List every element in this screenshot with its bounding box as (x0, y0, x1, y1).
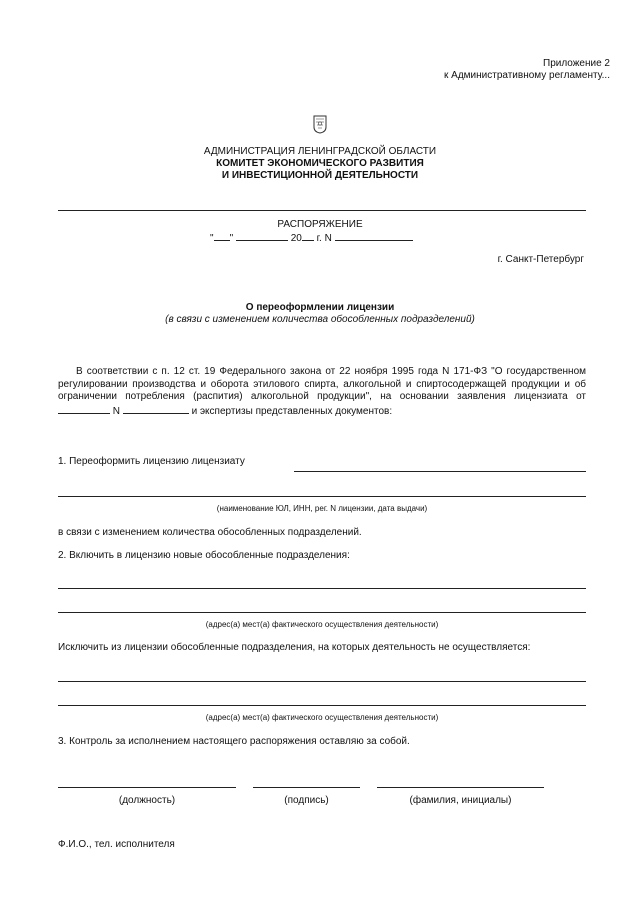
appendix-number: Приложение 2 (543, 58, 610, 69)
position-field[interactable] (58, 787, 236, 788)
name-caption: (фамилия, инициалы) (409, 795, 512, 806)
month-field[interactable] (236, 231, 288, 241)
application-number-field[interactable] (123, 404, 189, 414)
org-name-line1: АДМИНИСТРАЦИЯ ЛЕНИНГРАДСКОЙ ОБЛАСТИ (203, 146, 437, 157)
year-prefix: 20 (290, 233, 302, 244)
date-open-quote: " (210, 233, 214, 244)
application-date-field[interactable] (58, 404, 110, 414)
licensee-name-field[interactable] (294, 471, 586, 472)
executor-contact: Ф.И.О., тел. исполнителя (58, 839, 175, 850)
date-close-quote: " (229, 233, 234, 244)
appendix-reference: к Административному регламенту... (444, 70, 610, 81)
order-date-line (210, 231, 413, 245)
excluded-address-caption: (адрес(а) мест(а) фактического осуществления деятельности) (205, 713, 439, 722)
excluded-address-field-2[interactable] (58, 705, 586, 706)
year-field[interactable] (302, 231, 314, 241)
preamble-paragraph (58, 366, 586, 418)
preamble-text-b: и экспертизы представленных документов: (191, 405, 393, 417)
exclude-label: Исключить из лицензии обособленные подразделения, на которых деятельность не осуществляется: (58, 642, 531, 653)
new-address-field-2[interactable] (58, 612, 586, 613)
subject-subtitle: (в связи с изменением количества обособленных подразделений) (165, 314, 475, 325)
preamble-number-label: N (112, 405, 121, 417)
excluded-address-field-1[interactable] (58, 681, 586, 682)
name-field[interactable] (377, 787, 544, 788)
item3-label: 3. Контроль за исполнением настоящего распоряжения оставляю за собой. (58, 736, 410, 747)
signature-caption: (подпись) (284, 795, 329, 806)
item2-label: 2. Включить в лицензию новые обособленные подразделения: (58, 550, 350, 561)
header-divider (58, 210, 586, 211)
item1-label: 1. Переоформить лицензию лицензиату (58, 456, 245, 467)
order-number-field[interactable] (335, 231, 413, 241)
signature-field[interactable] (253, 787, 360, 788)
preamble-text-a: В соответствии с п. 12 ст. 19 Федерального закона от 22 ноября 1995 года N 171-ФЗ "О государственном регулировании производства и оборота этилового спирта, алкогольной и спиртосодержащей продукции и об ограничении потребления (распития) алкогольной продукции", на основании заявления лицензиата от (58, 366, 586, 403)
day-field[interactable] (214, 231, 230, 241)
new-address-caption: (адрес(а) мест(а) фактического осуществления деятельности) (205, 620, 439, 629)
licensee-details-field[interactable] (58, 496, 586, 497)
licensee-caption: (наименование ЮЛ, ИНН, рег. N лицензии, дата выдачи) (216, 504, 428, 513)
city-name: г. Санкт-Петербург (497, 254, 584, 265)
item1-reason: в связи с изменением количества обособленных подразделений. (58, 527, 362, 538)
subject-title: О переоформлении лицензии (245, 302, 395, 313)
order-number-label: г. N (316, 233, 332, 244)
org-name-line2: КОМИТЕТ ЭКОНОМИЧЕСКОГО РАЗВИТИЯ (216, 158, 424, 169)
new-address-field-1[interactable] (58, 588, 586, 589)
position-caption: (должность) (118, 795, 176, 806)
coat-of-arms-icon (313, 115, 327, 134)
order-title: РАСПОРЯЖЕНИЕ (277, 219, 363, 230)
org-name-line3: И ИНВЕСТИЦИОННОЙ ДЕЯТЕЛЬНОСТИ (221, 170, 419, 181)
